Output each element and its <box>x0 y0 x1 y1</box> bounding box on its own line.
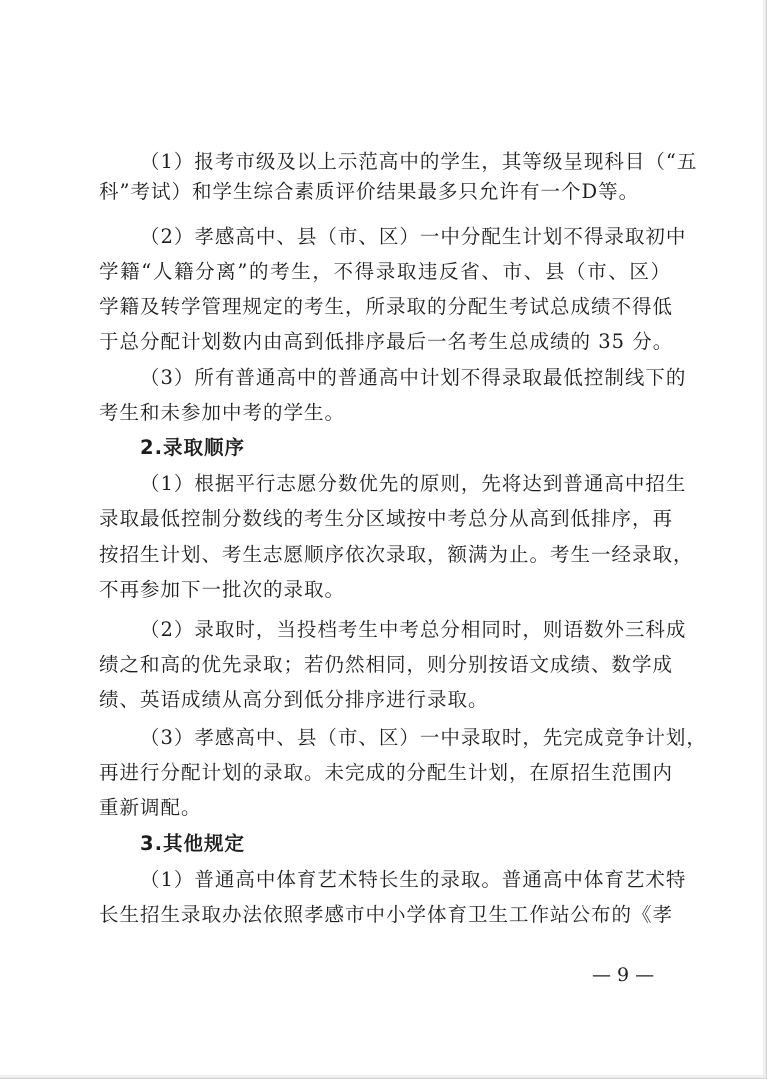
text-line: 不再参加下一批次的录取。 <box>99 578 346 601</box>
text-line: （1）报考市级及以上示范高中的学生，其等级呈现科目（“五 <box>140 150 698 173</box>
text-line: 按招生计划、考生志愿顺序依次录取，额满为止。考生一经录取， <box>99 543 694 566</box>
text-line: 学籍及转学管理规定的考生，所录取的分配生考试总成绩不得低 <box>99 295 674 318</box>
text-line: （1）根据平行志愿分数优先的原则，先将达到普通高中招生 <box>140 472 687 495</box>
text-line: 绩、英语成绩从高分到低分排序进行录取。 <box>99 688 489 711</box>
text-line: 长生招生录取办法依照孝感市中小学体育卫生工作站公布的《孝 <box>99 903 674 926</box>
text-line: 重新调配。 <box>99 796 202 819</box>
section-heading-other-rules: 3.其他规定 <box>140 832 245 855</box>
text-line: （1）普通高中体育艺术特长生的录取。普通高中体育艺术特 <box>140 868 687 891</box>
text-line: 录取最低控制分数线的考生分区域按中考总分从高到低排序，再 <box>99 507 674 530</box>
text-line: 于总分配计划数内由高到低排序最后一名考生总成绩的 35 分。 <box>99 330 674 353</box>
text-line: （2）孝感高中、县（市、区）一中分配生计划不得录取初中 <box>140 225 687 248</box>
text-line: 学籍“人籍分离”的考生，不得录取违反省、市、县（市、区） <box>99 260 671 283</box>
section-heading-admission-order: 2.录取顺序 <box>140 436 245 459</box>
page-number: — 9 — <box>592 964 655 986</box>
text-line: （2）录取时，当投档考生中考总分相同时，则语数外三科成 <box>140 618 687 641</box>
text-line: 再进行分配计划的录取。未完成的分配生计划，在原招生范围内 <box>99 761 674 784</box>
text-line: （3）所有普通高中的普通高中计划不得录取最低控制线下的 <box>140 366 687 389</box>
text-line: 绩之和高的优先录取；若仍然相同，则分别按语文成绩、数学成 <box>99 653 674 676</box>
text-line: （3）孝感高中、县（市、区）一中录取时，先完成竞争计划， <box>140 726 707 749</box>
text-line: 科”考试）和学生综合素质评价结果最多只允许有一个D等。 <box>99 180 640 203</box>
text-line: 考生和未参加中考的学生。 <box>99 401 346 424</box>
